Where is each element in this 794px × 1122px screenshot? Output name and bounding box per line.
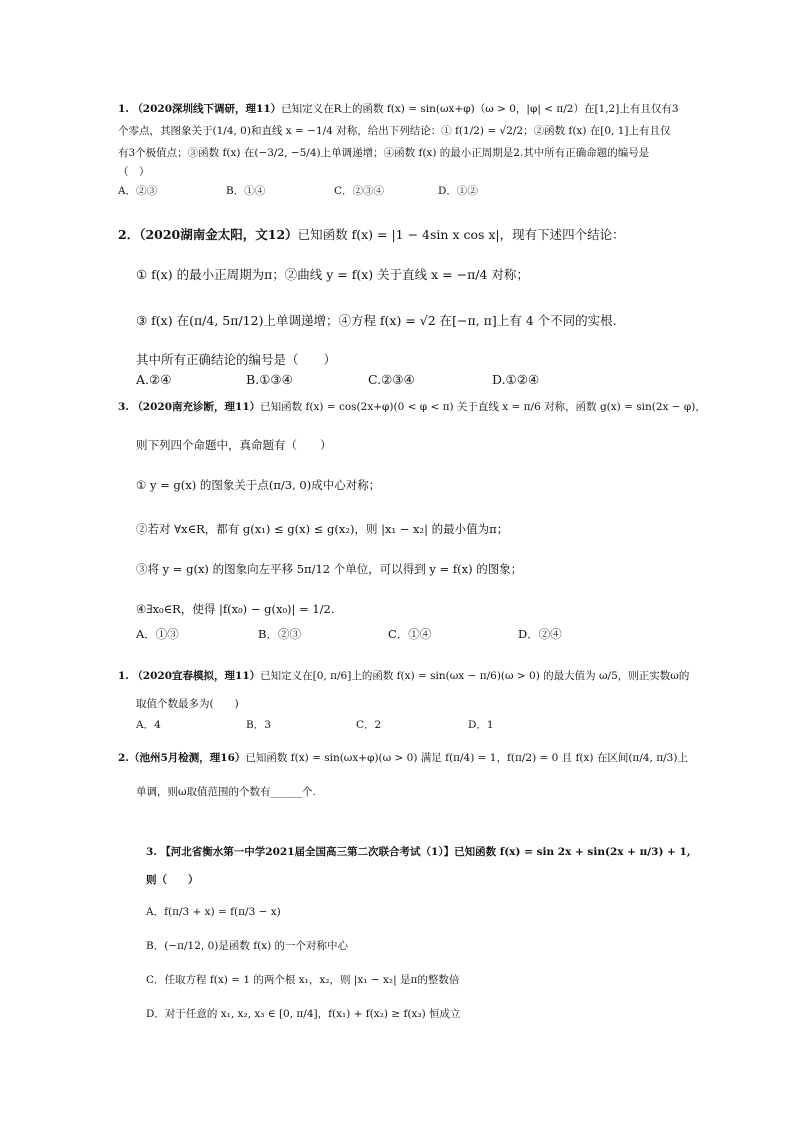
option-b: B．①④ [226,185,266,197]
problem-2-chizhou [118,746,688,804]
problem-1-yichun [118,664,690,734]
problem-number: 2. [118,752,129,764]
problem-line [118,220,654,250]
option-d: D．1 [468,719,494,731]
problem-number: 3. [146,846,157,858]
problem-number: 1. [118,670,129,682]
problem-number: 2． [118,227,140,242]
problem-text: 已知定义在R上的函数 f(x) = sin(ωx+φ)（ω > 0，|φ| < π/2）在[1,2]上有且仅有3 [281,103,679,115]
problem-line [146,840,691,864]
option-d: D．②④ [518,627,562,641]
problem-line [118,98,679,120]
problem-1-shenzhen [118,98,679,202]
problem-line: （ ） [118,166,150,178]
problem-line: 其中所有正确结论的编号是（ ） [136,352,337,367]
problem-number: 1. [118,103,129,115]
option-c: C.②③④ [368,372,415,387]
problem-source: （池州5月检测，理16） [128,752,246,764]
problem-text: 已知函数 f(x) = cos(2x+φ)(0 < φ < π) 关于直线 x = π/6 对称，函数 g(x) = sin(2x − φ)， [260,401,706,413]
problem-line: 则（ ） [146,874,199,886]
problem-source: （2020深圳线下调研，理11） [132,103,282,115]
problem-line: ① y = g(x) 的图象关于点(π/3, 0)成中心对称； [136,478,381,492]
problem-line: 有3个极值点；③函数 f(x) 在(−3/2, −5/4)上单调递增；④函数 f(x) 的最小正周期是2.其中所有正确命题的编号是 [118,147,650,159]
choice-b: B．(−π/12, 0)是函数 f(x) 的一个对称中心 [146,940,349,952]
problem-line: ① f(x) 的最小正周期为π；②曲线 y = f(x) 关于直线 x = −π/4 对称； [136,267,529,282]
problem-source: 【河北省衡水第一中学2021届全国高三第二次联合考试（1）】 [160,846,455,858]
problem-number: 3. [118,401,129,413]
problem-2-hunan [118,220,654,390]
problem-line [118,392,706,422]
problem-line [118,746,688,770]
problem-text: 已知函数 f(x) = |1 − 4sin x cos x|，现有下述四个结论： [297,227,625,242]
problem-3-nanchong [118,392,706,644]
problem-line: ④∃x₀∈R，使得 |f(x₀) − g(x₀)| = 1/2. [136,602,335,616]
choice-a: A．f(π/3 + x) = f(π/3 − x) [146,906,281,918]
problem-source: （2020宜春模拟，理11） [132,670,261,682]
choice-d: D．对于任意的 x₁, x₂, x₃ ∈ [0, π/4]，f(x₁) + f(x₂) ≥ f(x₃) 恒成立 [146,1008,461,1020]
problem-source: （2020湖南金太阳，文12） [139,227,298,242]
option-d: D．①② [438,185,478,197]
option-c: C．②③④ [334,185,385,197]
option-a: A．①③ [136,627,179,641]
option-d: D.①②④ [492,372,540,387]
problem-line: ②若对 ∀x∈R，都有 g(x₁) ≤ g(x) ≤ g(x₂)，则 |x₁ − x₂| 的最小值为π； [136,522,509,536]
problem-line: 个零点，其图象关于(1/4, 0)和直线 x = −1/4 对称，给出下列结论：① f(1/2) = √2/2；②函数 f(x) 在[0, 1]上有且仅 [118,125,671,137]
problem-source: （2020南充诊断，理11） [132,401,261,413]
option-row [118,716,654,734]
problem-line [118,664,690,688]
option-c: C．2 [356,719,382,731]
problem-line: 单调，则ω取值范围的个数有______个. [136,786,316,798]
problem-text: 已知函数 f(x) = sin(ωx+φ)(ω > 0) 满足 f(π/4) = 1，f(π/2) = 0 且 f(x) 在区间(π/4, π/3)上 [245,752,688,764]
option-row [118,624,654,644]
problem-text: 已知定义在[0, π/6]上的函数 f(x) = sin(ωx − π/6)(ω > 0) 的最大值为 ω/5，则正实数ω的 [260,670,690,682]
choice-c: C．任取方程 f(x) = 1 的两个根 x₁，x₂，则 |x₁ − x₂| 是π的整数倍 [146,974,460,986]
option-a: A．②③ [118,185,158,197]
problem-line: 取值个数最多为( ) [136,698,239,710]
problem-line: 则下列四个命题中，真命题有（ ） [136,438,332,452]
option-b: B．3 [246,719,271,731]
problem-line: ③ f(x) 在(π/4, 5π/12)上单调递增；④方程 f(x) = √2 在[−π, π]上有 4 个不同的实根. [136,313,617,328]
option-c: C．①④ [388,627,432,641]
option-b: B.①③④ [246,372,293,387]
option-a: A．4 [136,719,161,731]
option-a: A.②④ [136,372,172,387]
option-b: B．②③ [258,627,301,641]
option-row [118,180,654,202]
problem-3-hengshui [146,840,691,1026]
problem-line: ③将 y = g(x) 的图象向左平移 5π/12 个单位，可以得到 y = f(x) 的图象； [136,562,523,576]
option-row [118,370,654,390]
problem-text: 已知函数 f(x) = sin 2x + sin(2x + π/3) + 1, [454,846,691,858]
